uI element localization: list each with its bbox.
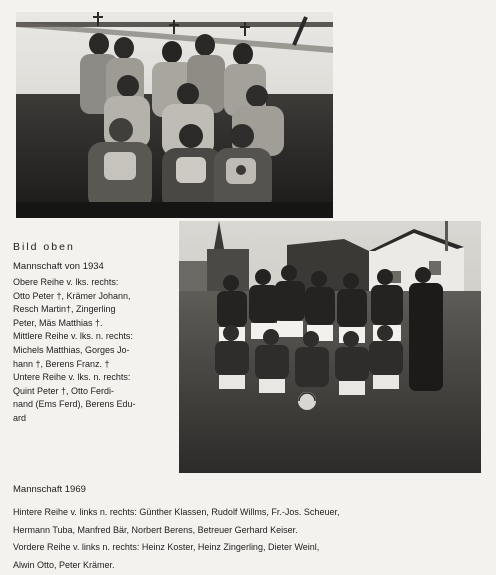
caption-line: Vordere Reihe v. links n. rechts: Heinz Koster, Heinz Zingerling, Dieter Weinl, <box>13 542 320 552</box>
caption-line: Untere Reihe v. lks. n. rechts: <box>13 372 131 383</box>
caption-heading: Mannschaft 1969 <box>13 484 86 495</box>
caption-heading: Bild oben <box>13 241 75 253</box>
caption-line: Michels Matthias, Gorges Jo- <box>13 344 130 355</box>
caption-line: Otto Peter †, Krämer Johann, <box>13 290 131 301</box>
caption-line: Hermann Tuba, Manfred Bär, Norbert Berens, Betreuer Gerhard Keiser. <box>13 524 298 535</box>
caption-line: Alwin Otto, Peter Krämer. <box>13 559 115 570</box>
caption-1969 <box>13 484 488 574</box>
caption-1934 <box>13 241 173 426</box>
team-photo-1969 <box>179 221 481 473</box>
team-photo-1934-image <box>16 12 333 218</box>
caption-line: Mittlere Reihe v. lks. n. rechts: <box>13 331 133 342</box>
caption-line: nand (Ems Ferd), Berens Edu- <box>13 399 136 410</box>
caption-subheading: Mannschaft von 1934 <box>13 261 104 272</box>
caption-line: Hintere Reihe v. links n. rechts: Günther Klassen, Rudolf Willms, Fr.-Jos. Scheuer, <box>13 507 340 517</box>
caption-line: Resch Martin†, Zingerling <box>13 304 116 315</box>
caption-line: ard <box>13 412 27 423</box>
caption-line: Obere Reihe v. lks. rechts: <box>13 277 119 287</box>
team-photo-1934 <box>16 12 333 218</box>
team-photo-1969-image <box>179 221 481 473</box>
caption-line: hann †, Berens Franz. † <box>13 358 110 369</box>
caption-line: Peter, Mäs Matthias †. <box>13 317 103 328</box>
caption-line: Quint Peter †, Otto Ferdi- <box>13 385 115 396</box>
